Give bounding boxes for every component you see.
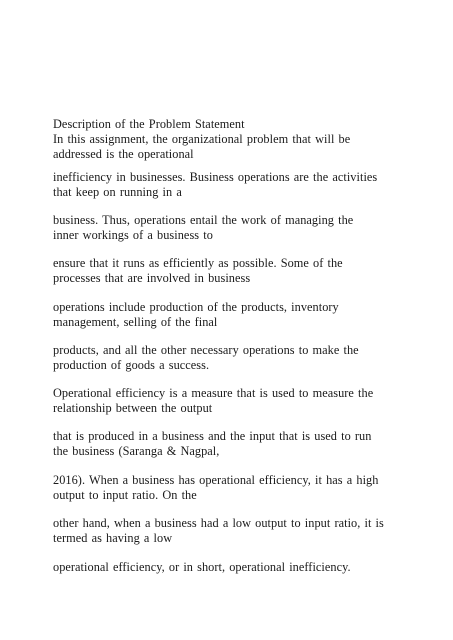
paragraph-line: production of goods a success.: [53, 358, 210, 372]
paragraph-line: relationship between the output: [53, 401, 213, 415]
paragraph-line: 2016). When a business has operational efficiency, it has a high: [53, 473, 379, 487]
paragraph-line: output to input ratio. On the: [53, 488, 197, 502]
paragraph-line: inefficiency in businesses. Business operations are the activities: [53, 170, 378, 184]
paragraph-line: operational efficiency, or in short, operational inefficiency.: [53, 560, 351, 574]
paragraph-line: inner workings of a business to: [53, 228, 213, 242]
paragraph-line: Operational efficiency is a measure that is used to measure the: [53, 386, 374, 400]
paragraph-line: processes that are involved in business: [53, 271, 251, 285]
paragraph-line: the business (Saranga & Nagpal,: [53, 444, 220, 458]
paragraph: [53, 343, 405, 373]
paragraph: [53, 473, 405, 503]
paragraph-line: products, and all the other necessary operations to make the: [53, 343, 359, 357]
paragraph-line: other hand, when a business had a low output to input ratio, it is: [53, 516, 384, 530]
paragraph: [53, 256, 405, 286]
paragraph-line: that keep on running in a: [53, 185, 182, 199]
section-heading: Description of the Problem Statement: [53, 117, 245, 131]
paragraph: [53, 170, 405, 200]
paragraph-line: In this assignment, the organizational problem that will be: [53, 132, 351, 146]
paragraph: [53, 213, 405, 243]
paragraph: [53, 300, 405, 330]
paragraph: [53, 516, 405, 546]
heading-block: [53, 117, 405, 162]
paragraph: [53, 429, 405, 459]
paragraph-line: business. Thus, operations entail the work of managing the: [53, 213, 354, 227]
paragraph-line: ensure that it runs as efficiently as possible. Some of the: [53, 256, 343, 270]
paragraph: [53, 386, 405, 416]
paragraph-line: addressed is the operational: [53, 147, 194, 161]
paragraph: [53, 560, 405, 575]
paragraph-line: operations include production of the products, inventory: [53, 300, 339, 314]
paragraph-line: that is produced in a business and the input that is used to run: [53, 429, 372, 443]
paragraph-line: termed as having a low: [53, 531, 173, 545]
paragraph-line: management, selling of the final: [53, 315, 218, 329]
